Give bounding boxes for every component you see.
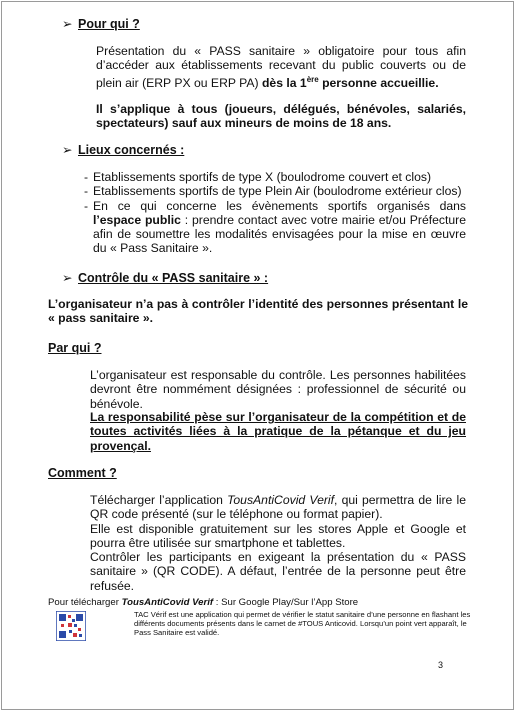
download-label: Pour télécharger TousAntiCovid Verif : Sur Google Play/Sur l’App Store [48, 597, 359, 608]
heading-controle: ➢ Contrôle du « PASS sanitaire » : [62, 271, 269, 285]
document-page [1, 1, 514, 710]
comment-paragraph-3: Contrôler les participants en exigeant la présentation du « PASS sanitaire » (QR CODE). A défaut, l’entrée de la personne peut être refusée. [90, 550, 466, 593]
pour-qui-paragraph-2: Il s’applique à tous (joueurs, délégués, bénévoles, salariés, spectateurs) sauf aux mineurs de moins de 18 ans. [96, 102, 466, 131]
heading-lieux-concernes: ➢ Lieux concernés : [62, 143, 185, 157]
controle-paragraph: L’organisateur n’a pas à contrôler l’identité des personnes présentant le « pass sanitaire ». [48, 297, 468, 326]
list-item: - Etablissements sportifs de type X (boulodrome couvert et clos) [84, 170, 432, 184]
chevron-bullet-icon: ➢ [62, 271, 73, 285]
page-number: 3 [438, 660, 444, 670]
list-item: - En ce qui concerne les évènements sportifs organisés dans l’espace public : prendre contact avec votre mairie et/ou Préfecture afin de soumettre les modalités envisagées pour la mise en œuvre du « Pass Sanitaire ». [84, 198, 466, 256]
heading-par-qui: Par qui ? [48, 341, 102, 355]
comment-paragraph-2: Elle est disponible gratuitement sur les stores Apple et Google et pourra être utilisée sur smartphone et tablettes. [90, 522, 466, 551]
chevron-bullet-icon: ➢ [62, 143, 73, 157]
pour-qui-paragraph-1: Présentation du « PASS sanitaire » obligatoire pour tous afin d’accéder aux établissements recevant du public couverts ou de plein air (ERP PX ou ERP PA) dès la 1ère personne accueillie. [96, 44, 466, 90]
par-qui-bold-paragraph: La responsabilité pèse sur l’organisateur de la compétition et de toutes activités liées à la pratique de la pétanque et du jeu provençal. [90, 410, 466, 453]
lieux-list [84, 170, 466, 256]
chevron-bullet-icon: ➢ [62, 17, 73, 31]
comment-paragraph-1: Télécharger l’application TousAntiCovid Verif, qui permettra de lire le QR code présenté (sur le téléphone ou format papier). [90, 493, 466, 522]
qr-code-icon [56, 611, 86, 646]
tac-verif-description: TAC Vérif est une application qui permet de vérifier le statut sanitaire d’une personne en flashant les différents documents présents dans le carnet de #TOUS Anticovid. Lorsqu’un point vert apparaît, le Pass Sanitaire est validé. [134, 610, 471, 638]
heading-pour-qui: ➢ Pour qui ? [62, 17, 140, 31]
heading-comment: Comment ? [48, 466, 117, 480]
list-item: - Etablissements sportifs de type Plein Air (boulodrome extérieur clos) [84, 184, 462, 199]
par-qui-paragraph: L’organisateur est responsable du contrôle. Les personnes habilitées devront être nommément désignées : professionnel de sécurité ou bénévole. [90, 368, 466, 411]
